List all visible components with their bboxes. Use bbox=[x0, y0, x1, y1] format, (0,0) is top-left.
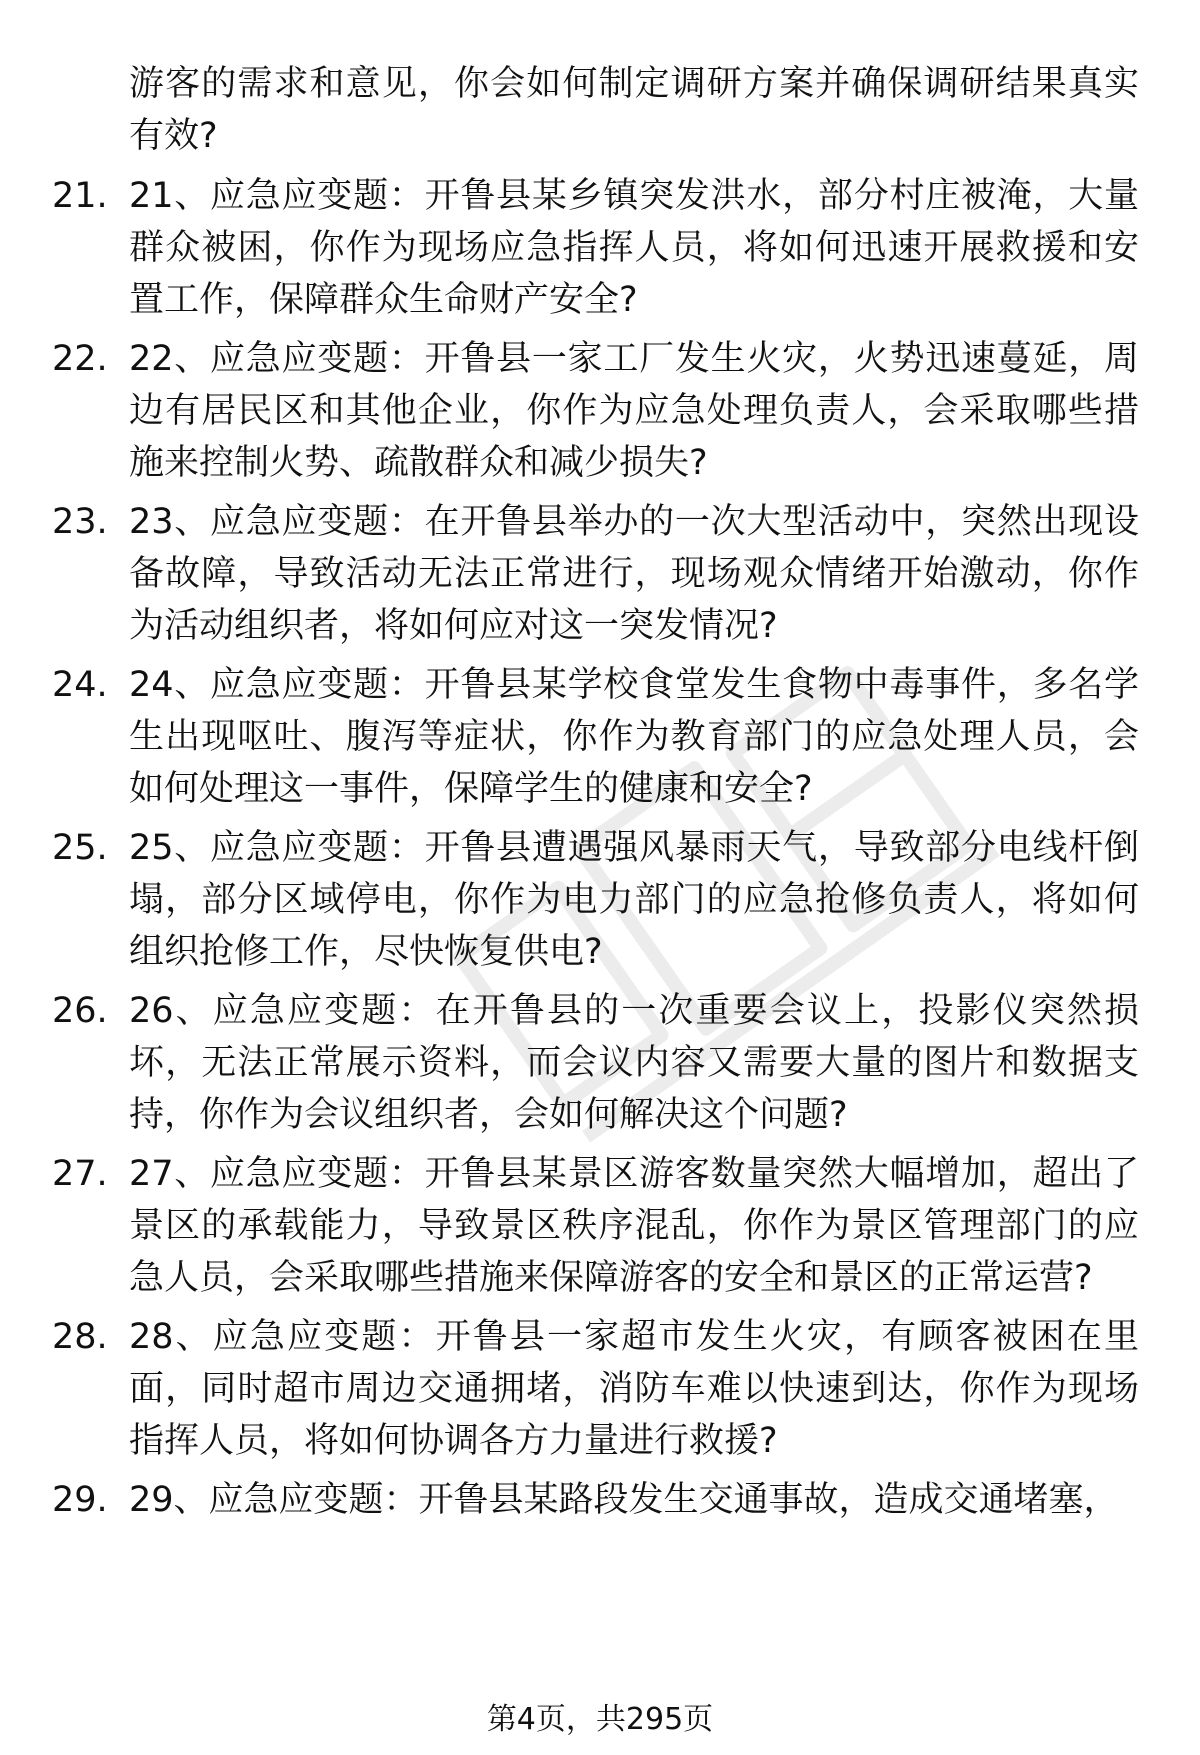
page-number-footer: 第4页，共295页 bbox=[486, 1702, 714, 1737]
item-number: 27. bbox=[52, 1154, 108, 1194]
item-number: 25. bbox=[52, 828, 108, 868]
item-number: 24. bbox=[52, 665, 108, 705]
item-number: 28. bbox=[52, 1317, 108, 1357]
intro-continuation-text: 游客的需求和意见，你会如何制定调研方案并确保调研结果真实有效? bbox=[129, 64, 1139, 156]
item-number: 26. bbox=[52, 991, 108, 1031]
item-number: 23. bbox=[52, 502, 108, 542]
item-text: 26、应急应变题：在开鲁县的一次重要会议上，投影仪突然损坏，无法正常展示资料，而会议内容又需要大量的图片和数据支持，你作为会议组织者，会如何解决这个问题? bbox=[129, 991, 1139, 1135]
item-text: 24、应急应变题：开鲁县某学校食堂发生食物中毒事件，多名学生出现呕吐、腹泻等症状，你作为教育部门的应急处理人员，会如何处理这一事件，保障学生的健康和安全? bbox=[129, 665, 1139, 809]
item-text: 28、应急应变题：开鲁县一家超市发生火灾，有顾客被困在里面，同时超市周边交通拥堵，消防车难以快速到达，你作为现场指挥人员，将如何协调各方力量进行救援? bbox=[129, 1317, 1139, 1461]
item-number: 21. bbox=[52, 176, 108, 216]
item-text: 27、应急应变题：开鲁县某景区游客数量突然大幅增加，超出了景区的承载能力，导致景区秩序混乱，你作为景区管理部门的应急人员，会采取哪些措施来保障游客的安全和景区的正常运营? bbox=[129, 1154, 1139, 1298]
item-text: 22、应急应变题：开鲁县一家工厂发生火灾，火势迅速蔓延，周边有居民区和其他企业，你作为应急处理负责人，会采取哪些措施来控制火势、疏散群众和减少损失? bbox=[129, 339, 1139, 483]
item-number: 29. bbox=[52, 1480, 108, 1520]
item-number: 22. bbox=[52, 339, 108, 379]
item-text: 23、应急应变题：在开鲁县举办的一次大型活动中，突然出现设备故障，导致活动无法正常进行，现场观众情绪开始激动，你作为活动组织者，将如何应对这一突发情况? bbox=[129, 502, 1139, 646]
item-text: 25、应急应变题：开鲁县遭遇强风暴雨天气，导致部分电线杆倒塌，部分区域停电，你作为电力部门的应急抢修负责人，将如何组织抢修工作，尽快恢复供电? bbox=[129, 828, 1139, 972]
item-text: 29、应急应变题：开鲁县某路段发生交通事故，造成交通堵塞， bbox=[129, 1480, 1119, 1520]
item-text: 21、应急应变题：开鲁县某乡镇突发洪水，部分村庄被淹，大量群众被困，你作为现场应急指挥人员，将如何迅速开展救援和安置工作，保障群众生命财产安全? bbox=[129, 176, 1139, 320]
